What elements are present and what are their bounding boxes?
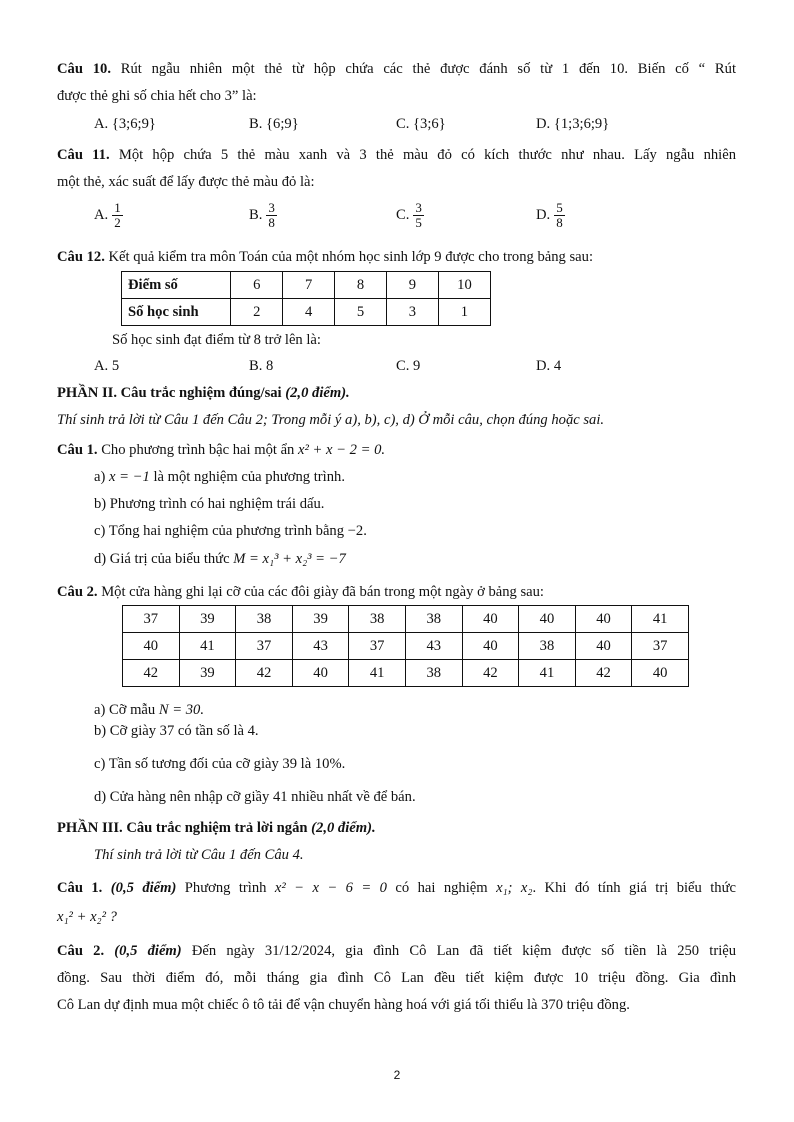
part2-heading: PHẦN II. Câu trắc nghiệm đúng/sai (2,0 điểm). [57,385,350,401]
table-cell: 7 [283,272,335,299]
table-cell: 40 [519,606,576,633]
p2-q2-c: c) Tần số tương đối của cỡ giày 39 là 10%. [94,756,346,772]
shoe-size-table [122,605,689,687]
student-count-header: Số học sinh [122,299,231,326]
q11-option-b: B. $\frac{3}{8}$ [249,200,275,231]
table-cell: 43 [292,633,349,660]
p3-q2-line1: Câu 2. (0,5 điểm) Đến ngày 31/12/2024, gia đình Cô Lan đã tiết kiệm được số tiền là 250 triệu [57,943,737,959]
q10-option-a: A. {3;6;9} [94,116,156,132]
table-cell: 40 [575,606,632,633]
table-cell: 6 [231,272,283,299]
table-row [123,633,689,660]
q12-label: Câu 12. [57,249,105,265]
table-cell: 40 [462,633,519,660]
q10-line1: Câu 10. Rút ngẫu nhiên một thẻ từ hộp chứa các thẻ được đánh số từ 1 đến 10. Biến cố “ Rút [57,61,737,77]
table-cell: 4 [283,299,335,326]
score-row [122,272,491,299]
p3-q1-line1: Câu 1. (0,5 điểm) Phương trình x² − x − 6 = 0 có hai nghiệm x₁; x₂. Khi đó tính giá trị biểu thức [57,880,736,896]
q11-option-c: C. $\frac{3}{5}$ [396,200,422,231]
q12-option-c: C. 9 [396,358,421,374]
p2-q1-stem: Câu 1. Cho phương trình bậc hai một ẩn x² + x − 2 = 0. [57,442,386,458]
table-cell: 37 [632,633,689,660]
table-cell: 42 [123,660,180,687]
table-cell: 5 [335,299,387,326]
q12-line1: Câu 12. Kết quả kiểm tra môn Toán của một nhóm học sinh lớp 9 được cho trong bảng sau: [57,249,594,265]
table-cell: 42 [462,660,519,687]
q10-option-d: D. {1;3;6;9} [536,116,610,132]
student-count-row [122,299,491,326]
p3-q1-expression: x₁² + x₂² ? [57,909,117,925]
table-cell: 42 [236,660,293,687]
table-cell: 38 [236,606,293,633]
table-cell: 38 [519,633,576,660]
table-cell: 8 [335,272,387,299]
table-cell: 38 [405,606,462,633]
table-cell: 43 [405,633,462,660]
p2-q2-b: b) Cỡ giày 37 có tần số là 4. [94,723,259,739]
table-row [123,606,689,633]
q10-label: Câu 10. [57,61,111,77]
score-row-header: Điểm số [122,272,231,299]
table-cell: 40 [632,660,689,687]
table-cell: 2 [231,299,283,326]
table-cell: 37 [236,633,293,660]
q10-option-b: B. {6;9} [249,116,299,132]
q11-line2: một thẻ, xác suất để lấy được thẻ màu đỏ là: [57,174,315,190]
table-cell: 40 [292,660,349,687]
table-cell: 41 [349,660,406,687]
p2-q1-d: d) Giá trị của biểu thức M = x₁³ + x₂³ = −7 [94,551,346,567]
p2-q2-stem: Câu 2. Một cửa hàng ghi lại cỡ của các đôi giày đã bán trong một ngày ở bảng sau: [57,584,544,600]
table-cell: 40 [575,633,632,660]
q11-option-a: A. $\frac{1}{2}$ [94,200,121,231]
q11-line1: Câu 11. Một hộp chứa 5 thẻ màu xanh và 3 thẻ màu đỏ có kích thước như nhau. Lấy ngẫu nhiên [57,147,736,163]
p3-q2-line2: đồng. Sau thời điểm đó, mỗi tháng gia đình Cô Lan đều tiết kiệm được 10 triệu đồng. Gia đình [57,970,736,986]
table-cell: 41 [179,633,236,660]
table-cell: 40 [462,606,519,633]
table-cell: 41 [632,606,689,633]
q11-label: Câu 11. [57,147,110,163]
table-cell: 3 [386,299,438,326]
table-cell: 39 [179,606,236,633]
p2-q2-a: a) Cỡ mẫu N = 30. [94,702,204,718]
part3-instruction: Thí sinh trả lời từ Câu 1 đến Câu 4. [94,847,304,863]
table-cell: 10 [438,272,490,299]
table-cell: 1 [438,299,490,326]
table-cell: 40 [123,633,180,660]
score-table [121,271,491,326]
q12-option-d: D. 4 [536,358,562,374]
p2-q1-b: b) Phương trình có hai nghiệm trái dấu. [94,496,325,512]
page-number: 2 [393,1068,401,1082]
table-cell: 37 [123,606,180,633]
table-cell: 41 [519,660,576,687]
q10-option-c: C. {3;6} [396,116,446,132]
table-cell: 39 [179,660,236,687]
table-cell: 38 [349,606,406,633]
p3-q2-line3: Cô Lan dự định mua một chiếc ô tô tải để vận chuyển hàng hoá với giá tối thiểu là 370 triệu đồng. [57,997,630,1013]
table-cell: 39 [292,606,349,633]
p2-q1-a: a) x = −1 là một nghiệm của phương trình. [94,469,345,485]
part2-instruction: Thí sinh trả lời từ Câu 1 đến Câu 2; Trong mỗi ý a), b), c), d) Ở mỗi câu, chọn đúng hoặc sai. [57,412,605,428]
q10-line2: được thẻ ghi số chia hết cho 3” là: [57,88,257,104]
table-cell: 42 [575,660,632,687]
p2-q2-d: d) Cửa hàng nên nhập cỡ giầy 41 nhiều nhất về để bán. [94,789,416,805]
q11-option-d: D. $\frac{5}{8}$ [536,200,563,231]
part3-heading: PHẦN III. Câu trắc nghiệm trả lời ngắn (2,0 điểm). [57,820,376,836]
q12-option-b: B. 8 [249,358,274,374]
p2-q1-c: c) Tổng hai nghiệm của phương trình bằng −2. [94,523,367,539]
q12-question: Số học sinh đạt điểm từ 8 trở lên là: [112,332,321,348]
table-row [123,660,689,687]
table-cell: 37 [349,633,406,660]
table-cell: 38 [405,660,462,687]
table-cell: 9 [386,272,438,299]
q12-option-a: A. 5 [94,358,120,374]
